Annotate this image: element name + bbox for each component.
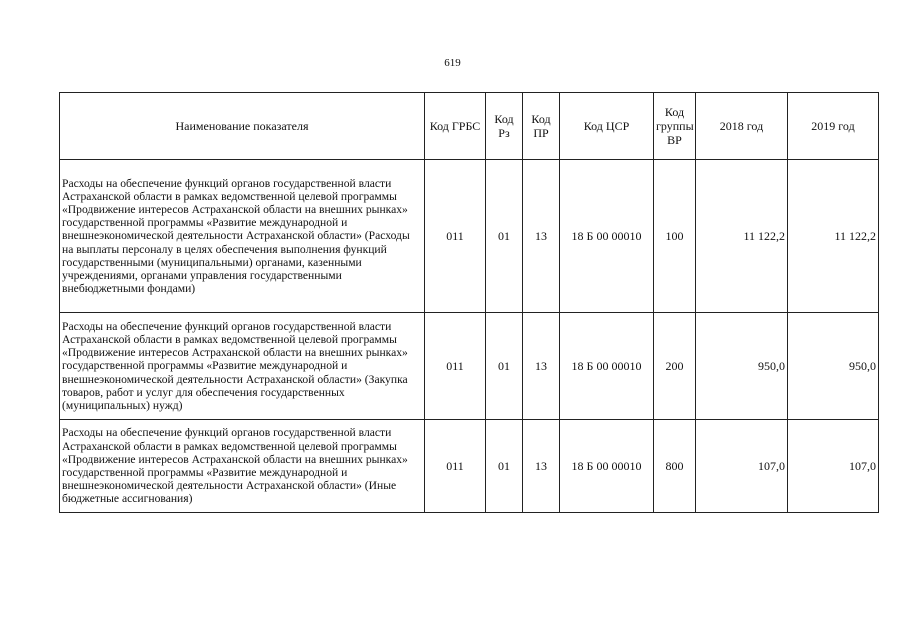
header-pr: Код ПР bbox=[523, 93, 560, 160]
row-pr: 13 bbox=[523, 420, 560, 513]
header-vr: Код группы ВР bbox=[654, 93, 696, 160]
row-2019: 11 122,2 bbox=[788, 160, 879, 313]
header-name: Наименование показателя bbox=[60, 93, 425, 160]
row-pr: 13 bbox=[523, 160, 560, 313]
header-grbs: Код ГРБС bbox=[425, 93, 486, 160]
row-name: Расходы на обеспечение функций органов государственной власти Астраханской области в рамках ведомственной целевой программы «Продвижение интересов Астраханской области на внешних рынках» государственной программы «Развитие международной и внешнеэкономической деятельности Астраханской области» (Закупка товаров, работ и услуг для обеспечения государственных (муниципальных) нужд) bbox=[60, 313, 425, 420]
row-grbs: 011 bbox=[425, 313, 486, 420]
table-row bbox=[60, 160, 879, 313]
row-2019: 950,0 bbox=[788, 313, 879, 420]
row-vr: 800 bbox=[654, 420, 696, 513]
row-grbs: 011 bbox=[425, 160, 486, 313]
row-csr: 18 Б 00 00010 bbox=[560, 160, 654, 313]
header-rz: Код Рз bbox=[486, 93, 523, 160]
row-2019: 107,0 bbox=[788, 420, 879, 513]
header-2019: 2019 год bbox=[788, 93, 879, 160]
row-csr: 18 Б 00 00010 bbox=[560, 420, 654, 513]
row-name: Расходы на обеспечение функций органов государственной власти Астраханской области в рамках ведомственной целевой программы «Продвижение интересов Астраханской области на внешних рынках» государственной программы «Развитие международной и внешнеэкономической деятельности Астраханской области» (Расходы на выплаты персоналу в целях обеспечения выполнения функций государственными (муниципальными) органами, казенными учреждениями, органами управления государственными внебюджетными фондами) bbox=[60, 160, 425, 313]
row-rz: 01 bbox=[486, 420, 523, 513]
row-vr: 200 bbox=[654, 313, 696, 420]
page-number: 619 bbox=[444, 57, 461, 69]
row-rz: 01 bbox=[486, 313, 523, 420]
row-2018: 11 122,2 bbox=[696, 160, 788, 313]
row-csr: 18 Б 00 00010 bbox=[560, 313, 654, 420]
row-rz: 01 bbox=[486, 160, 523, 313]
row-2018: 950,0 bbox=[696, 313, 788, 420]
row-grbs: 011 bbox=[425, 420, 486, 513]
header-csr: Код ЦСР bbox=[560, 93, 654, 160]
row-vr: 100 bbox=[654, 160, 696, 313]
row-2018: 107,0 bbox=[696, 420, 788, 513]
table-row bbox=[60, 313, 879, 420]
table-header-row bbox=[60, 93, 879, 160]
header-2018: 2018 год bbox=[696, 93, 788, 160]
budget-table bbox=[59, 92, 879, 513]
row-pr: 13 bbox=[523, 313, 560, 420]
row-name: Расходы на обеспечение функций органов государственной власти Астраханской области в рамках ведомственной целевой программы «Продвижение интересов Астраханской области на внешних рынках» государственной программы «Развитие международной и внешнеэкономической деятельности Астраханской области» (Иные бюджетные ассигнования) bbox=[60, 420, 425, 513]
table-row bbox=[60, 420, 879, 513]
